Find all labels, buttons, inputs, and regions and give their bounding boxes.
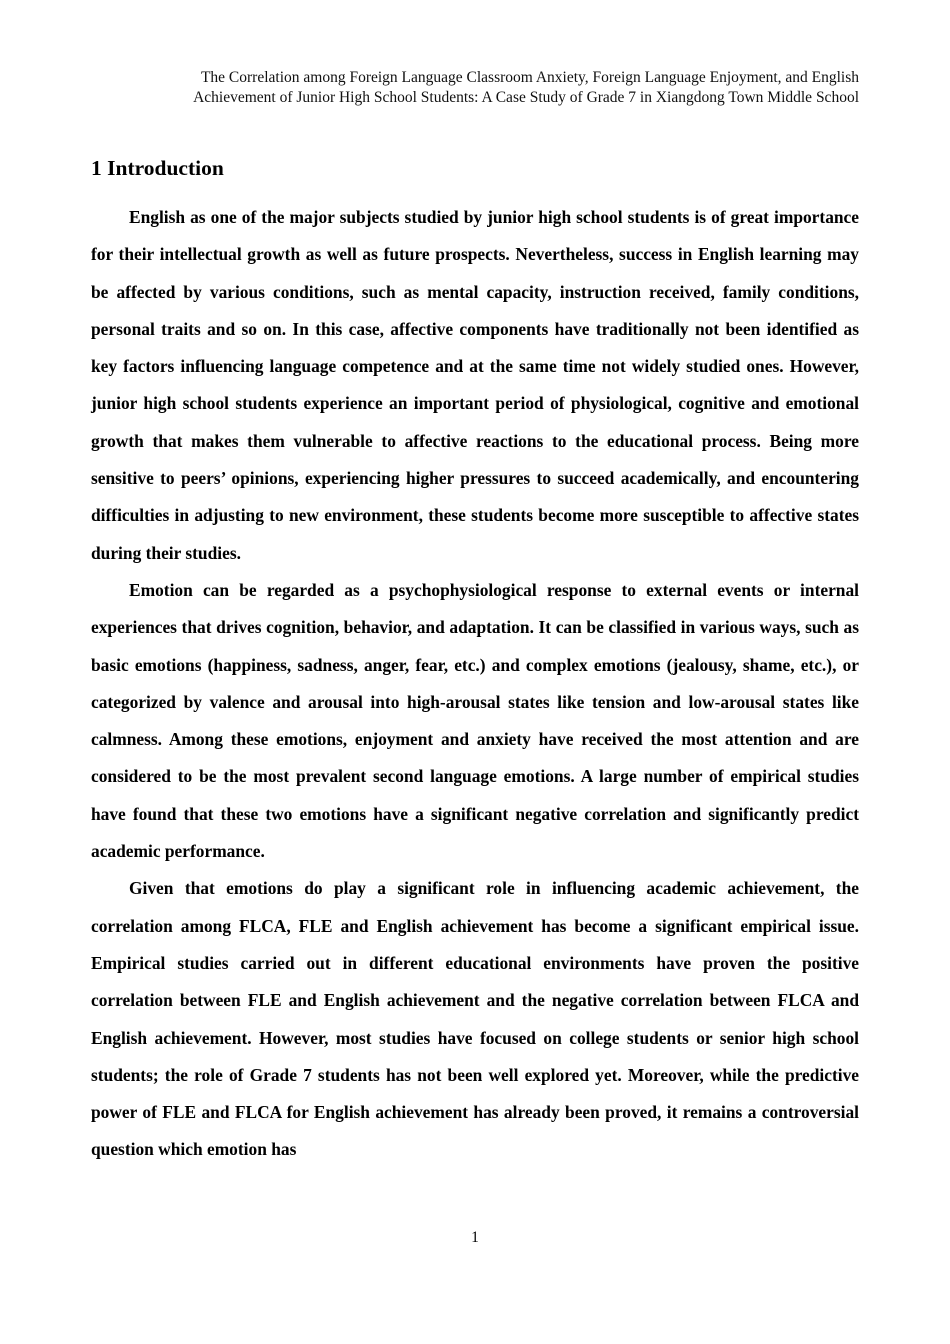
page-number: 1 <box>471 1229 479 1246</box>
paragraph-2: Emotion can be regarded as a psychophysiological response to external events or internal experiences that drives cognition, behavior, and adaptation. It can be classified in various ways, such as basic emotions (happiness, sadness, anger, fear, etc.) and complex emotions (jealousy, shame, etc.), or categorized by valence and arousal into high-arousal states like tension and low-arousal states like calmness. Among these emotions, enjoyment and anxiety have received the most attention and are considered to be the most prevalent second language emotions. A large number of empirical studies have found that these two emotions have a significant negative correlation and significantly predict academic performance. <box>91 579 859 862</box>
paragraph-3: Given that emotions do play a significant role in influencing academic achievement, the correlation among FLCA, FLE and English achievement has become a significant empirical issue. Empirical studies carried out in different educational environments have proven the positive correlation between FLE and English achievement and the negative correlation between FLCA and English achievement. However, most studies have focused on college students or senior high school students; the role of Grade 7 students has not been well explored yet. Moreover, while the predictive power of FLE and FLCA for English achievement has already been proved, it remains a controversial question which emotion has <box>91 878 859 1160</box>
running-header-line-2: Achievement of Junior High School Students: A Case Study of Grade 7 in Xiangdong Town Middle School <box>193 89 859 106</box>
running-header-line-1: The Correlation among Foreign Language Classroom Anxiety, Foreign Language Enjoyment, and English <box>200 69 859 86</box>
running-header <box>91 68 859 108</box>
body-text <box>91 199 859 1169</box>
section-title: 1 Introduction <box>91 156 224 180</box>
paragraph-1: English as one of the major subjects studied by junior high school students is of great importance for their intellectual growth as well as future prospects. Nevertheless, success in English learning may be affected by various conditions, such as mental capacity, instruction received, family conditions, personal traits and so on. In this case, affective components have traditionally not been identified as key factors influencing language competence and at the same time not widely studied ones. However, junior high school students experience an important period of physiological, cognitive and emotional growth that makes them vulnerable to affective reactions to the educational process. Being more sensitive to peers’ opinions, experiencing higher pressures to succeed academically, and encountering difficulties in adjusting to new environment, these students become more susceptible to affective states during their studies. <box>91 207 859 563</box>
